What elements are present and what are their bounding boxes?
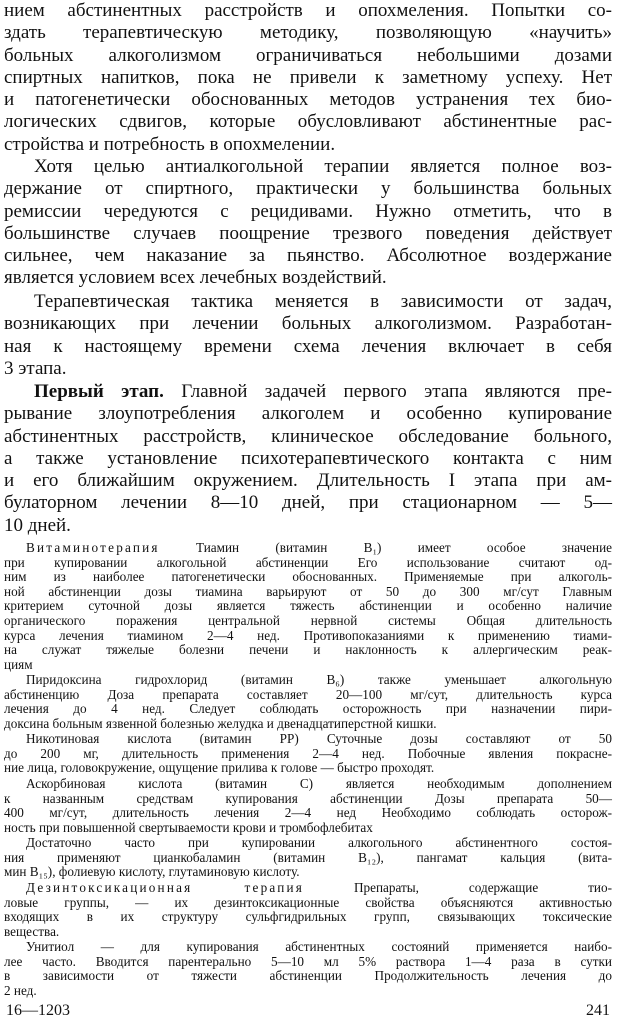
text-line: сильнее, чем наказание за пьянство. Абсолютное воздержание [4,245,612,267]
text-line: стройства и потребность в опохмелении. [4,133,336,155]
text-line: больных алкоголизмом ограничиваться небольшими дозами [4,44,612,66]
text-line: 3 этапа. [4,357,67,379]
text-line: вещества. [4,923,60,939]
text-line: при купировании алкогольной абстиненции Его использование считают од- [4,554,612,570]
text-line: 2 нед. [4,982,37,998]
paragraph-ascorbic-acid [4,777,612,835]
text-line: 400 мг/сут, длительность лечения 2—4 нед Необходимо соблюдать осторож- [4,805,612,821]
text-line: спиртных напитков, пока не привели к заметному успеху. Нет [4,66,612,88]
text-line: ная к настоящему времени схема лечения включает в себя [4,335,612,357]
text-line: ния применяют цианкобаламин (витамин B₁₂), пангамат кальция (вита- [4,849,612,865]
run-in-heading: Первый этап. [34,381,164,402]
text-line: возникающих при лечении больных алкоголизмом. Разработан- [4,313,612,335]
text-line: до 200 мг, длительность применения 2—4 нед. Побочные явления покрасне- [4,745,612,761]
section-vitamin-therapy [4,541,612,672]
text-line: лее часто. Вводится парентерально 5—10 мл 5% раствора 1—4 раза в сутки [4,953,612,969]
text-line: а также установление психотерапевтического контакта с ним [4,447,612,469]
run-in-heading: Витаминотерапия [26,540,160,555]
text-line: курса лечения тиамином 2—4 нед. Противопоказаниями к применению тиами- [4,627,612,643]
text-line: ной абстиненции дозы тиамина варьируют от 50 до 300 мг/сут Главным [4,583,612,599]
text-line: органического поражения центральной нервной системы Общая длительность [4,612,612,628]
text-line: держание от спиртного, практически у большинства больных [4,178,612,200]
section-detox-therapy [4,881,612,939]
text-line: и его ближайшим окружением. Длительность I этапа при ам- [4,470,612,492]
text-line: мин B₁₅), фолиевую кислоту, глутаминовую кислоту. [4,864,300,880]
text-span: Препараты, содержащие тио- [304,880,612,895]
text-line: и патогенетически обоснованных методов устранения тех био- [4,89,612,111]
text-line: булаторном лечении 8—10 дней, при стационарном — 5— [4,492,612,514]
text-line: ность при повышенной свертываемости крови и тромбофлебитах [4,819,373,835]
page-number: 241 [586,1002,610,1019]
text-line: доксина больным язвенной болезнью желудка и двенадцатиперстной кишки. [4,715,437,731]
text-line: Аскорбиновая кислота (витамин C) является необходимым дополнением [26,776,612,791]
paragraph-unithiol [4,940,612,998]
text-line [4,381,612,403]
text-line: на служат тяжелые болезни печени и наклонность к аллергическим реак- [4,642,612,658]
text-line: Хотя целью антиалкогольной терапии является полное воз- [34,156,612,177]
paragraph-other-vitamins [4,836,612,880]
text-line: критерием суточной дозы является тяжесть абстиненции и особенно наличие [4,598,612,614]
text-line: 10 дней. [4,514,71,536]
text-line: циям [4,656,33,672]
text-line: здать терапевтическую методику, позволяющую «научить» [4,22,612,44]
paragraph-abstinence-methods [4,0,612,156]
run-in-heading: Дезинтоксикационная терапия [26,880,305,895]
text-line: ним из наиболее патогенетически обоснованных. Применяемые при алкоголь- [4,569,612,585]
paragraph-nicotinic-acid [4,732,612,776]
text-line: Терапевтическая тактика меняется в зависимости от задач, [34,291,612,312]
text-line: Пиридоксина гидрохлорид (витамин B₆) также уменьшает алкогольную [26,672,612,687]
text-line: ние лица, головокружение, ощущение прилива к голове — быстро проходят. [4,760,435,776]
paragraph-therapy-tactics [4,291,612,380]
text-line: к названным средствам купирования абстиненции Дозы препарата 50— [4,790,612,806]
text-line: абстинентных расстройств, клиническое обследование больного, [4,425,612,447]
text-line: ремиссии чередуются с рецидивами. Нужно отметить, что в [4,200,612,222]
signature-mark: 16—1203 [6,1002,70,1019]
text-line: является условием всех лечебных воздействий. [4,267,387,289]
text-line: Достаточно часто при купировании алкогольного абстинентного состоя- [26,835,612,850]
text-line: логических сдвигов, которые обусловливают абстинентные рас- [4,111,612,133]
paragraph-pyridoxine [4,673,612,731]
text-line: входящих в их структуру сульфгидрильных групп, связывающих токсические [4,909,612,925]
text-line [4,541,612,556]
text-line: большинстве случаев поощрение трезвого поведения действует [4,222,612,244]
paragraph-therapy-goal [4,156,612,290]
text-line: ловые группы, — их дезинтоксикационные свойства объясняются активностью [4,894,612,910]
text-line: лечения до 4 нед. Следует соблюдать осторожность при назначении пири- [4,701,612,717]
text-line: нием абстинентных расстройств и опохмеления. Попытки со- [4,0,612,21]
text-span: Тиамин (витамин B₁) имеет особое значение [159,540,612,555]
text-line: Никотиновая кислота (витамин PP) Суточные дозы составляют от 50 [26,731,612,746]
text-span: Главной задачей первого этапа являются пре- [163,381,612,402]
text-line: в зависимости от тяжести абстиненции Продолжительность лечения до [4,968,612,984]
text-line: рывание злоупотребления алкоголем и особенно купирование [4,403,612,425]
text-line: Унитиол — для купирования абстинентных состояний применяется наибо- [26,939,612,954]
text-line [4,881,612,896]
text-line: абстиненцию Доза препарата составляет 20—100 мг/сут, длительность курса [4,686,612,702]
paragraph-first-stage [4,381,612,537]
